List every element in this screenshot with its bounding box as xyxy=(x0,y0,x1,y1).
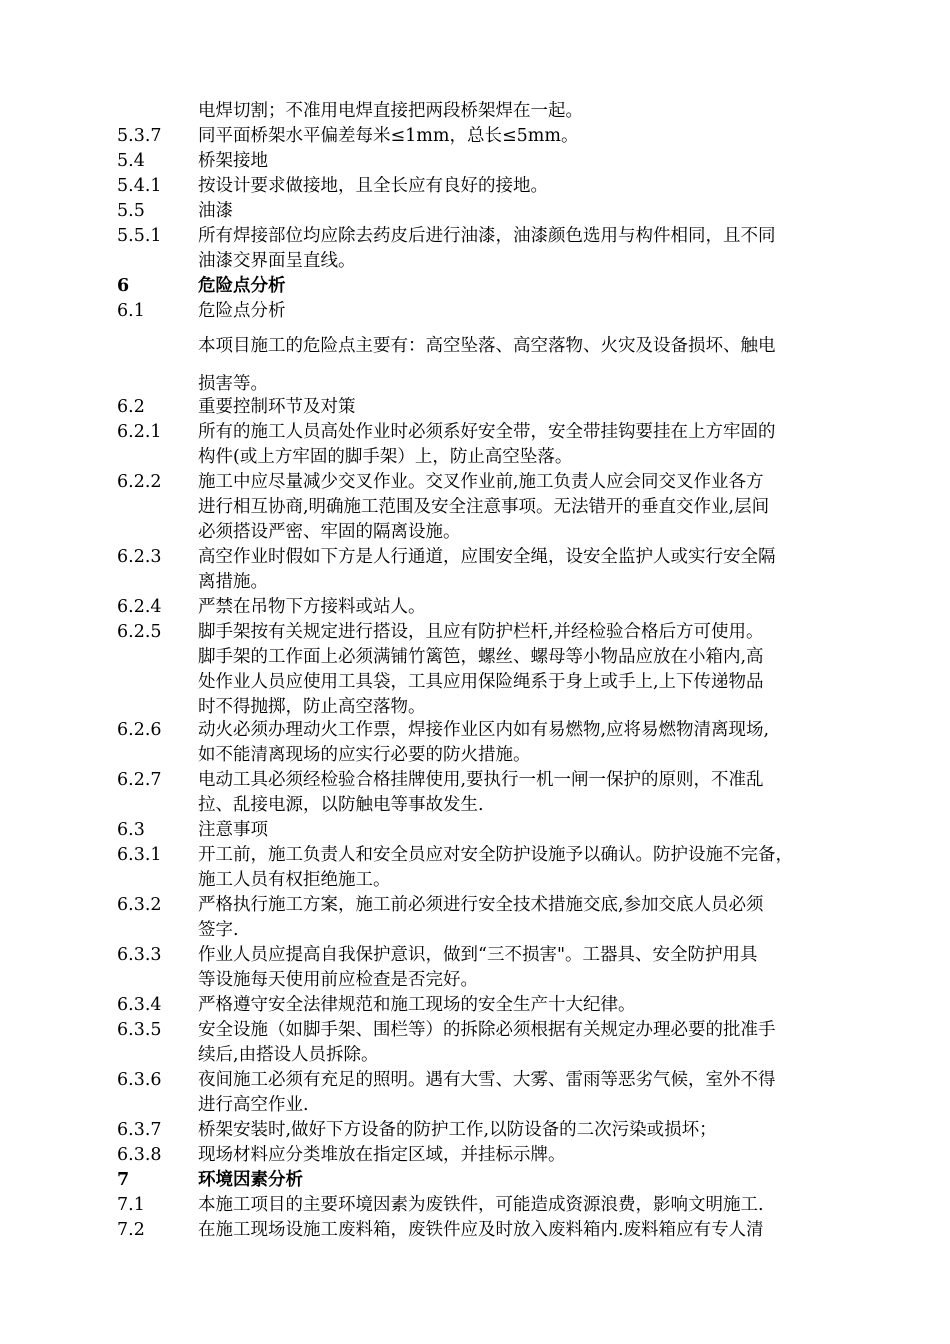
item-number: 7.1 xyxy=(117,1195,145,1215)
item-number: 6.1 xyxy=(117,301,145,321)
item-text: 桥架接地 xyxy=(198,151,268,171)
item-number: 6.3.2 xyxy=(117,895,162,915)
item-number: 7.2 xyxy=(117,1220,145,1240)
item-number: 6 xyxy=(117,276,130,296)
item-number: 6.3.1 xyxy=(117,845,162,865)
item-text: 所有的施工人员高处作业时必须系好安全带，安全带挂钩要挂在上方牢固的 构件(或上方牢固的脚手架）上，防止高空坠落。 xyxy=(198,422,776,467)
item-text: 现场材料应分类堆放在指定区域，并挂标示牌。 xyxy=(198,1145,566,1165)
item-number: 6.3.7 xyxy=(117,1120,162,1140)
item-number: 6.2.3 xyxy=(117,547,162,567)
item-number: 5.5 xyxy=(117,201,145,221)
item-number: 6.3.6 xyxy=(117,1070,162,1090)
item-number: 5.3.7 xyxy=(117,126,162,146)
item-text: 作业人员应提高自我保护意识，做到“三不损害"。工器具、安全防护用具 等设施每天使用前应检查是否完好。 xyxy=(198,945,758,990)
item-number: 6.2.1 xyxy=(117,422,162,442)
item-text: 在施工现场设施工废料箱，废铁件应及时放入废料箱内.废料箱应有专人清 xyxy=(198,1220,764,1240)
item-number: 6.2 xyxy=(117,397,145,417)
item-number: 6.2.6 xyxy=(117,720,162,740)
item-text: 桥架安装时,做好下方设备的防护工作,以防设备的二次污染或损坏； xyxy=(198,1120,717,1140)
item-text: 环境因素分析 xyxy=(198,1170,303,1190)
item-text: 所有焊接部位均应除去药皮后进行油漆，油漆颜色选用与构件相同，且不同 油漆交界面呈直线。 xyxy=(198,226,776,271)
item-text: 安全设施（如脚手架、围栏等）的拆除必须根据有关规定办理必要的批准手 续后,由搭设人员拆除。 xyxy=(198,1020,776,1065)
item-text: 油漆 xyxy=(198,201,233,221)
item-number: 6.2.7 xyxy=(117,770,162,790)
item-text: 电焊切割；不准用电焊直接把两段桥架焊在一起。 xyxy=(198,101,583,121)
item-number: 6.2.5 xyxy=(117,622,162,642)
item-text: 本项目施工的危险点主要有：高空坠落、高空落物、火灾及设备损坏、触电 损害等。 xyxy=(198,336,776,394)
item-text: 重要控制环节及对策 xyxy=(198,397,356,417)
item-text: 严格执行施工方案，施工前必须进行安全技术措施交底,参加交底人员必须 签字. xyxy=(198,895,764,940)
item-number: 5.4 xyxy=(117,151,145,171)
item-text: 注意事项 xyxy=(198,820,268,840)
item-number: 5.4.1 xyxy=(117,176,162,196)
item-number: 6.3.5 xyxy=(117,1020,162,1040)
item-text: 高空作业时假如下方是人行通道，应围安全绳，设安全监护人或实行安全隔 离措施。 xyxy=(198,547,776,592)
item-number: 6.3 xyxy=(117,820,145,840)
item-text: 严格遵守安全法律规范和施工现场的安全生产十大纪律。 xyxy=(198,995,636,1015)
item-text: 危险点分析 xyxy=(198,276,286,296)
item-text: 脚手架按有关规定进行搭设，且应有防护栏杆,并经检验合格后方可使用。 脚手架的工作面上必须满铺竹篱笆，螺丝、螺母等小物品应放在小箱内,高 处作业人员应使用工具袋，工具应用保险绳系于身上或手上,上下传递物品 时不得抛掷，防止高空落物。 xyxy=(198,622,764,717)
item-text: 本施工项目的主要环境因素为废铁件，可能造成资源浪费，影响文明施工. xyxy=(198,1195,764,1215)
item-text: 动火必须办理动火工作票，焊接作业区内如有易燃物,应将易燃物清离现场, 如不能清离现场的应实行必要的防火措施。 xyxy=(198,720,770,765)
item-text: 同平面桥架水平偏差每米≤1mm，总长≤5mm。 xyxy=(198,126,579,146)
item-text: 电动工具必须经检验合格挂牌使用,要执行一机一闸一保护的原则，不准乱 拉、乱接电源，以防触电等事故发生. xyxy=(198,770,764,815)
item-number: 6.3.3 xyxy=(117,945,162,965)
item-number: 6.3.4 xyxy=(117,995,162,1015)
item-text: 开工前，施工负责人和安全员应对安全防护设施予以确认。防护设施不完备， 施工人员有权拒绝施工。 xyxy=(198,845,793,890)
item-number: 6.3.8 xyxy=(117,1145,162,1165)
item-number: 5.5.1 xyxy=(117,226,162,246)
item-number: 6.2.2 xyxy=(117,472,162,492)
item-number: 7 xyxy=(117,1170,130,1190)
item-text: 施工中应尽量减少交叉作业。交叉作业前,施工负责人应会同交叉作业各方 进行相互协商,明确施工范围及安全注意事项。无法错开的垂直交作业,层间 必须搭设严密、牢固的隔离设施。 xyxy=(198,472,770,542)
item-text: 夜间施工必须有充足的照明。遇有大雪、大雾、雷雨等恶劣气候，室外不得 进行高空作业. xyxy=(198,1070,776,1115)
item-number: 6.2.4 xyxy=(117,597,162,617)
item-text: 危险点分析 xyxy=(198,301,286,321)
item-text: 严禁在吊物下方接料或站人。 xyxy=(198,597,426,617)
item-text: 按设计要求做接地，且全长应有良好的接地。 xyxy=(198,176,548,196)
